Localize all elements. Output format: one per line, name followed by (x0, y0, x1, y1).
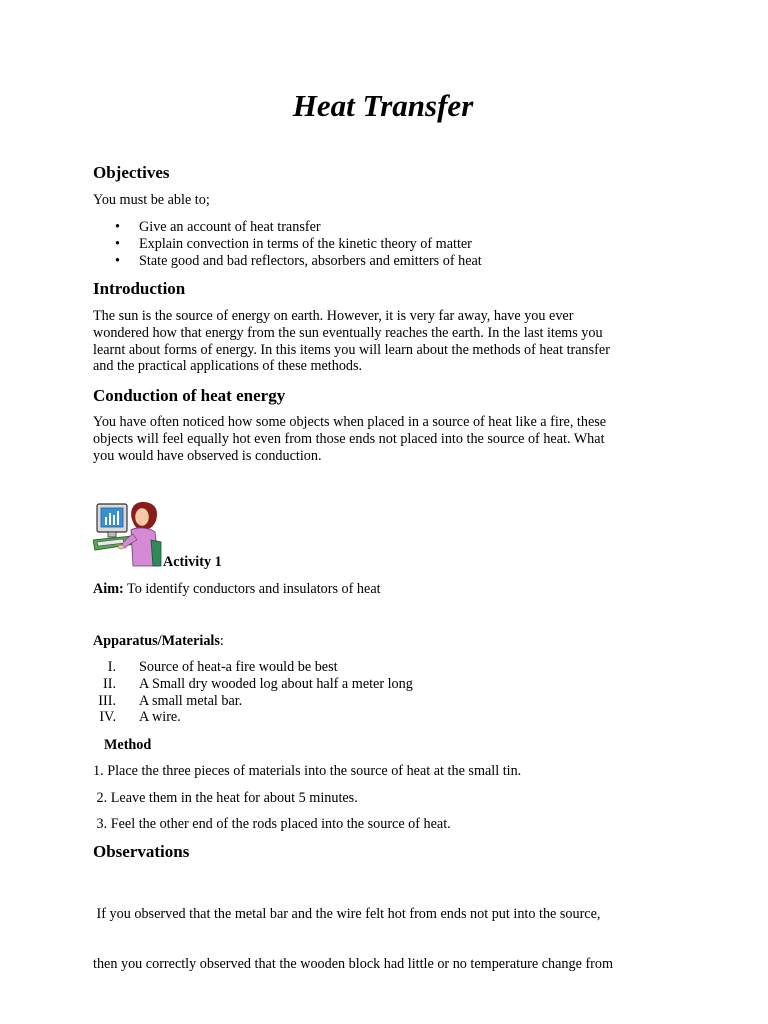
method-label: Method (104, 737, 152, 753)
bullet-icon: • (115, 219, 120, 235)
list-item: III. A small metal bar. (98, 692, 243, 709)
apparatus-label: Apparatus/Materials (93, 633, 220, 649)
list-item: • Explain convection in terms of the kinetic theory of matter (115, 235, 472, 252)
list-item: IV. A wire. (99, 709, 181, 726)
apparatus-line: Apparatus/Materials: (93, 633, 224, 649)
bullet-icon: • (115, 235, 120, 252)
method-step: 3. Feel the other end of the rods placed into the source of heat. (93, 816, 451, 832)
objectives-heading: Objectives (93, 163, 170, 182)
activity-label: Activity 1 (163, 554, 222, 570)
person-at-computer-icon (93, 500, 163, 568)
list-item: • State good and bad reflectors, absorbers and emitters of heat (115, 252, 482, 269)
introduction-paragraph: The sun is the source of energy on earth. However, it is very far away, have you ever wondered how that energy from the sun eventually reaches the earth. In the last items you learnt about forms of energy. In this items you will learn about the methods of heat transfer and the practical applications of these methods. (93, 308, 610, 375)
objectives-intro: You must be able to; (93, 192, 210, 208)
bullet-icon: • (115, 252, 120, 269)
conduction-heading: Conduction of heat energy (93, 386, 286, 405)
objectives-list (93, 219, 482, 269)
method-step: 1. Place the three pieces of materials into the source of heat at the small tin. (93, 763, 522, 779)
list-item: II. A Small dry wooded log about half a meter long (103, 675, 413, 692)
conduction-paragraph: You have often noticed how some objects when placed in a source of heat like a fire, these objects will feel equally hot even from those ends not placed into the source of heat. What you would have observed is conduction. (93, 414, 607, 464)
method-step: 2. Leave them in the heat for about 5 minutes. (93, 790, 358, 806)
introduction-heading: Introduction (93, 279, 186, 298)
aim-text: To identify conductors and insulators of heat (123, 581, 381, 597)
aim-line (93, 581, 673, 598)
page-title: Heat Transfer (292, 88, 474, 123)
observations-heading: Observations (93, 842, 190, 861)
list-item: • Give an account of heat transfer (115, 219, 321, 235)
observations-paragraph: If you observed that the metal bar and the wire felt hot from ends not put into the source, then you correctly observed that the wooden block had little or no temperature change from (93, 905, 614, 972)
list-item: I. Source of heat-a fire would be best (107, 659, 338, 675)
materials-list (93, 659, 413, 726)
aim-label: Aim: (93, 581, 124, 597)
